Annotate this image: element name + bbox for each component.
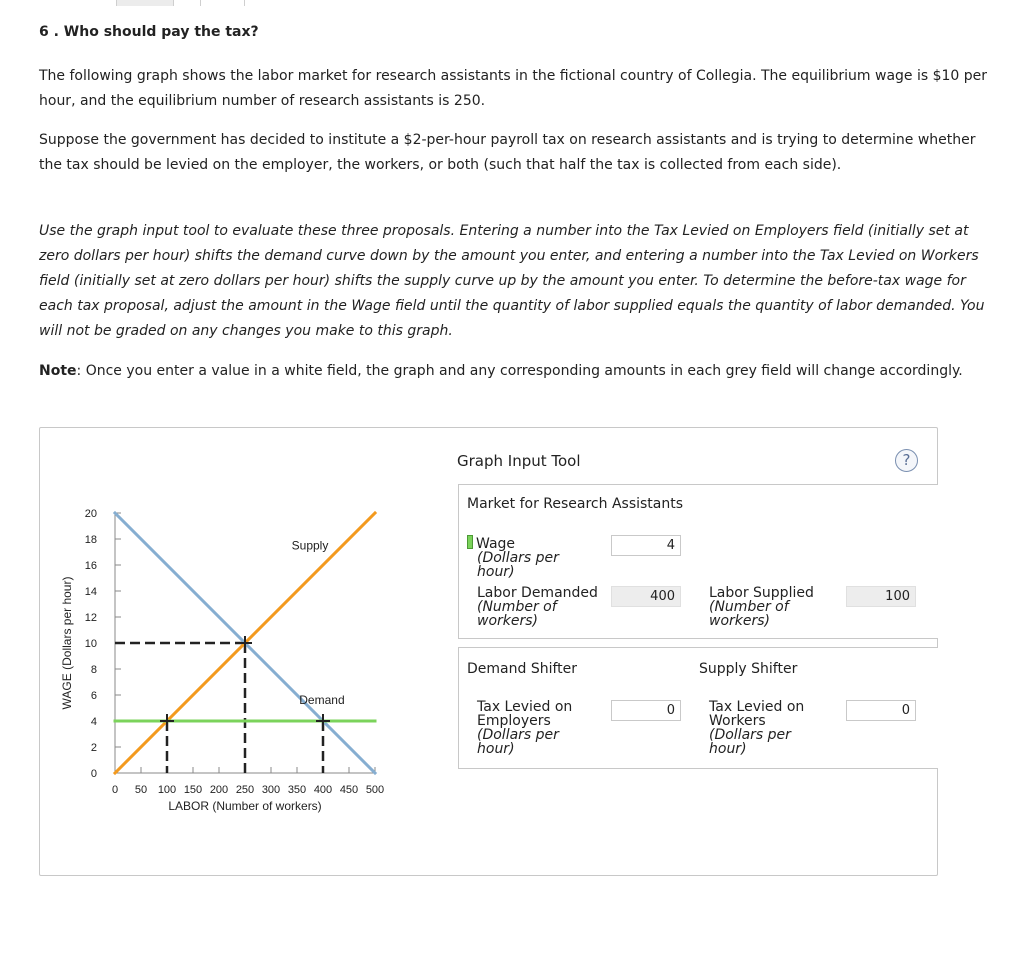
demand-shifter-title: Demand Shifter	[467, 661, 578, 677]
wage-unit: (Dollars per hour)	[477, 550, 559, 580]
y-tick-label: 0	[90, 768, 97, 780]
y-tick-label: 16	[84, 560, 97, 572]
y-tick-label: 8	[90, 664, 97, 676]
wage-label: Wage	[476, 536, 516, 552]
labor-supplied-unit: (Number of workers)	[709, 599, 789, 629]
help-icon[interactable]: ?	[895, 449, 918, 472]
graph-input-tool-title: Graph Input Tool	[457, 452, 581, 470]
supply-shifter-title: Supply Shifter	[699, 661, 798, 677]
x-tick-label: 0	[111, 784, 119, 796]
y-tick-label: 10	[84, 638, 97, 650]
demand-label: Demand	[299, 693, 345, 708]
tax-employers-unit: (Dollars per hour)	[477, 727, 559, 757]
wage-label-group	[467, 535, 577, 579]
top-tab-strip	[0, 0, 1024, 8]
x-tick-label: 250	[235, 784, 255, 796]
supply-label: Supply	[291, 538, 329, 553]
top-tab-b[interactable]	[172, 0, 201, 6]
labor-supplied-label: Labor Supplied	[709, 585, 814, 601]
note-label: Note	[39, 363, 77, 379]
wage-line-swatch-icon	[467, 535, 473, 549]
tax-employers-input[interactable]: 0	[611, 700, 681, 721]
x-tick-label: 100	[157, 784, 177, 796]
tax-workers-unit: (Dollars per hour)	[709, 727, 791, 757]
labor-supplied-group	[709, 586, 839, 628]
tax-workers-input[interactable]: 0	[846, 700, 916, 721]
labor-demanded-unit: (Number of workers)	[477, 599, 557, 629]
x-tick-label: 50	[134, 784, 148, 796]
tax-employers-label: Tax Levied on Employers	[477, 699, 573, 729]
x-tick-label: 200	[209, 784, 229, 796]
labor-market-graph[interactable]	[40, 428, 450, 873]
labor-supplied-value: 100	[846, 586, 916, 607]
y-tick-label: 20	[84, 508, 97, 520]
tax-workers-label: Tax Levied on Workers	[709, 699, 805, 729]
tax-employers-group	[477, 700, 587, 756]
wage-input[interactable]: 4	[611, 535, 681, 556]
graph-panel	[39, 427, 938, 876]
labor-demanded-group	[477, 586, 607, 628]
shifter-box	[458, 647, 938, 769]
y-tick-label: 4	[90, 716, 97, 728]
top-tab-a[interactable]	[116, 0, 174, 6]
tax-paragraph: Suppose the government has decided to institute a $2-per-hour payroll tax on research assistants and is trying to determine whether the tax should be levied on the employer, the workers, or both (such that half the tax is collected from each side).	[39, 132, 976, 173]
x-tick-label: 500	[365, 784, 385, 796]
note-paragraph	[39, 359, 999, 384]
x-tick-label: 350	[287, 784, 307, 796]
top-tab-c[interactable]	[200, 0, 245, 6]
labor-demanded-label: Labor Demanded	[477, 585, 598, 601]
x-tick-label: 450	[339, 784, 359, 796]
x-tick-label: 400	[313, 784, 333, 796]
x-axis-label: LABOR (Number of workers)	[168, 799, 322, 813]
y-tick-label: 18	[84, 534, 97, 546]
y-axis-label: WAGE (Dollars per hour)	[60, 576, 74, 710]
labor-demanded-value: 400	[611, 586, 681, 607]
tax-workers-group	[709, 700, 819, 756]
y-tick-label: 14	[84, 586, 97, 598]
intro-paragraph: The following graph shows the labor market for research assistants in the fictional country of Collegia. The equilibrium wage is $10 per hour, and the equilibrium number of research assistants is 250.	[39, 68, 988, 109]
x-tick-label: 150	[183, 784, 203, 796]
note-text: : Once you enter a value in a white field, the graph and any corresponding amounts in each grey field will change accordingly.	[76, 363, 963, 379]
market-title: Market for Research Assistants	[467, 496, 684, 512]
y-tick-label: 12	[84, 612, 97, 624]
y-tick-label: 6	[90, 690, 97, 702]
market-box	[458, 484, 938, 639]
x-tick-label: 300	[261, 784, 281, 796]
instructions-paragraph: Use the graph input tool to evaluate these three proposals. Entering a number into the Tax Levied on Employers field (initially set at zero dollars per hour) shifts the demand curve down by the amount you enter, and entering a number into the Tax Levied on Workers field (initially set at zero dollars per hour) shifts the supply curve up by the amount you enter. To determine the before-tax wage for each tax proposal, adjust the amount in the Wage field until the quantity of labor supplied equals the quantity of labor demanded. You will not be graded on any changes you make to this graph.	[39, 223, 985, 339]
question-title: 6 . Who should pay the tax?	[39, 24, 259, 40]
y-tick-label: 2	[90, 742, 97, 754]
